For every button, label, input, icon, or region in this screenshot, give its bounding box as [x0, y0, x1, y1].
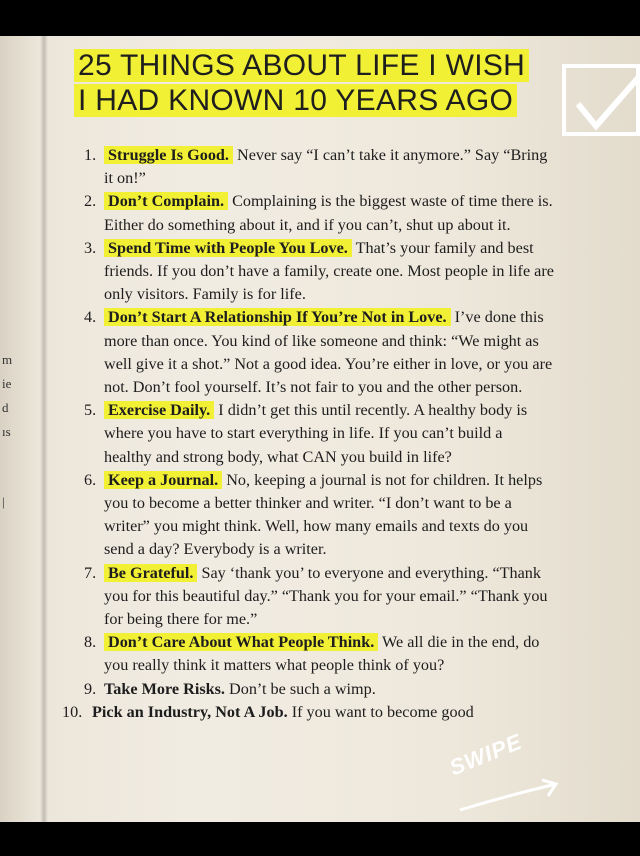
- item-heading: Keep a Journal.: [104, 471, 222, 489]
- item-number: 1.: [84, 146, 97, 164]
- item-number: 7.: [84, 563, 97, 582]
- bottom-black-bar: [0, 822, 640, 856]
- list-item: [62, 469, 554, 562]
- item-heading: Struggle Is Good.: [104, 146, 233, 164]
- item-number: 6.: [84, 470, 97, 489]
- list-item: [62, 306, 554, 399]
- item-number: 3.: [84, 238, 97, 257]
- checkmark-box-icon: [562, 64, 640, 136]
- item-number: 8.: [84, 633, 97, 652]
- item-number: 5.: [84, 401, 97, 420]
- list-item: [62, 144, 554, 190]
- title-line-1: 25 THINGS ABOUT LIFE I WISH: [74, 49, 529, 82]
- item-text: If you want to become good: [287, 702, 474, 721]
- book-page: [0, 36, 640, 822]
- item-heading: Don’t Complain.: [104, 192, 228, 210]
- left-page-fragment: ie: [2, 376, 12, 391]
- item-heading: Exercise Daily.: [104, 401, 214, 419]
- left-page-fragment: ıs: [2, 424, 11, 439]
- item-heading: Spend Time with People You Love.: [104, 239, 352, 257]
- item-text: Complaining is the biggest waste of time there is. Either do something about it, and if you can’t, shut up about it.: [104, 192, 553, 234]
- page-title: [74, 48, 554, 118]
- top-black-bar: [0, 0, 640, 36]
- book-gutter: [40, 36, 48, 822]
- left-page-fragment: d: [2, 400, 9, 415]
- left-page-fragment: |: [2, 494, 5, 509]
- checkmark-icon: [574, 74, 640, 134]
- list-item: [62, 701, 554, 724]
- item-number: 2.: [84, 192, 97, 211]
- swipe-label: SWIPE: [445, 728, 526, 781]
- item-text: No, keeping a journal is not for children. It helps you to become a better thinker and writer. “I don’t want to be a writer” you might think. Well, how many emails and texts do you send a day? Everybody is a writer.: [104, 470, 543, 559]
- item-text: I didn’t get this until recently. A healthy body is where you have to start everything in life. If you can’t build a healthy and strong body, what CAN you build in life?: [104, 401, 528, 466]
- item-text: Say ‘thank you’ to everyone and everything. “Thank you for this beautiful day.” “Thank you for your email.” “Thank you for being there for me.”: [104, 563, 548, 629]
- list-item: [62, 562, 554, 632]
- item-text: Never say “I can’t take it anymore.” Say “Bring it on!”: [104, 146, 548, 188]
- item-heading: Be Grateful.: [104, 564, 197, 582]
- left-page-fragment: m: [2, 352, 13, 367]
- item-number: 10.: [62, 702, 83, 721]
- item-heading: Don’t Care About What People Think.: [104, 633, 378, 651]
- list-item: [62, 631, 554, 677]
- item-text: That’s your family and best friends. If you don’t have a family, create one. Most people in life are only visitors. Family is for life.: [104, 238, 554, 304]
- things-list: [62, 144, 554, 724]
- item-text: I’ve done this more than once. You kind of like someone and think: “We might as well give it a shot.” Not a good idea. You’re either in love, or you are not. Don’t fool yourself. It’s not fair to you and the other person.: [104, 308, 553, 397]
- swipe-arrow-icon: [456, 776, 566, 816]
- item-number: 4.: [84, 308, 97, 327]
- item-text: We all die in the end, do you really think it matters what people think of you?: [104, 633, 540, 675]
- list-item: [62, 190, 554, 236]
- item-heading: Don’t Start A Relationship If You’re Not in Love.: [104, 308, 451, 326]
- title-line-2: I HAD KNOWN 10 YEARS AGO: [74, 84, 517, 117]
- item-heading: Pick an Industry, Not A Job.: [92, 702, 288, 721]
- list-item: [62, 678, 554, 701]
- item-heading: Take More Risks.: [104, 679, 225, 698]
- list-item: [62, 237, 554, 307]
- item-text: Don’t be such a wimp.: [224, 679, 376, 698]
- list-item: [62, 399, 554, 469]
- item-number: 9.: [84, 679, 97, 698]
